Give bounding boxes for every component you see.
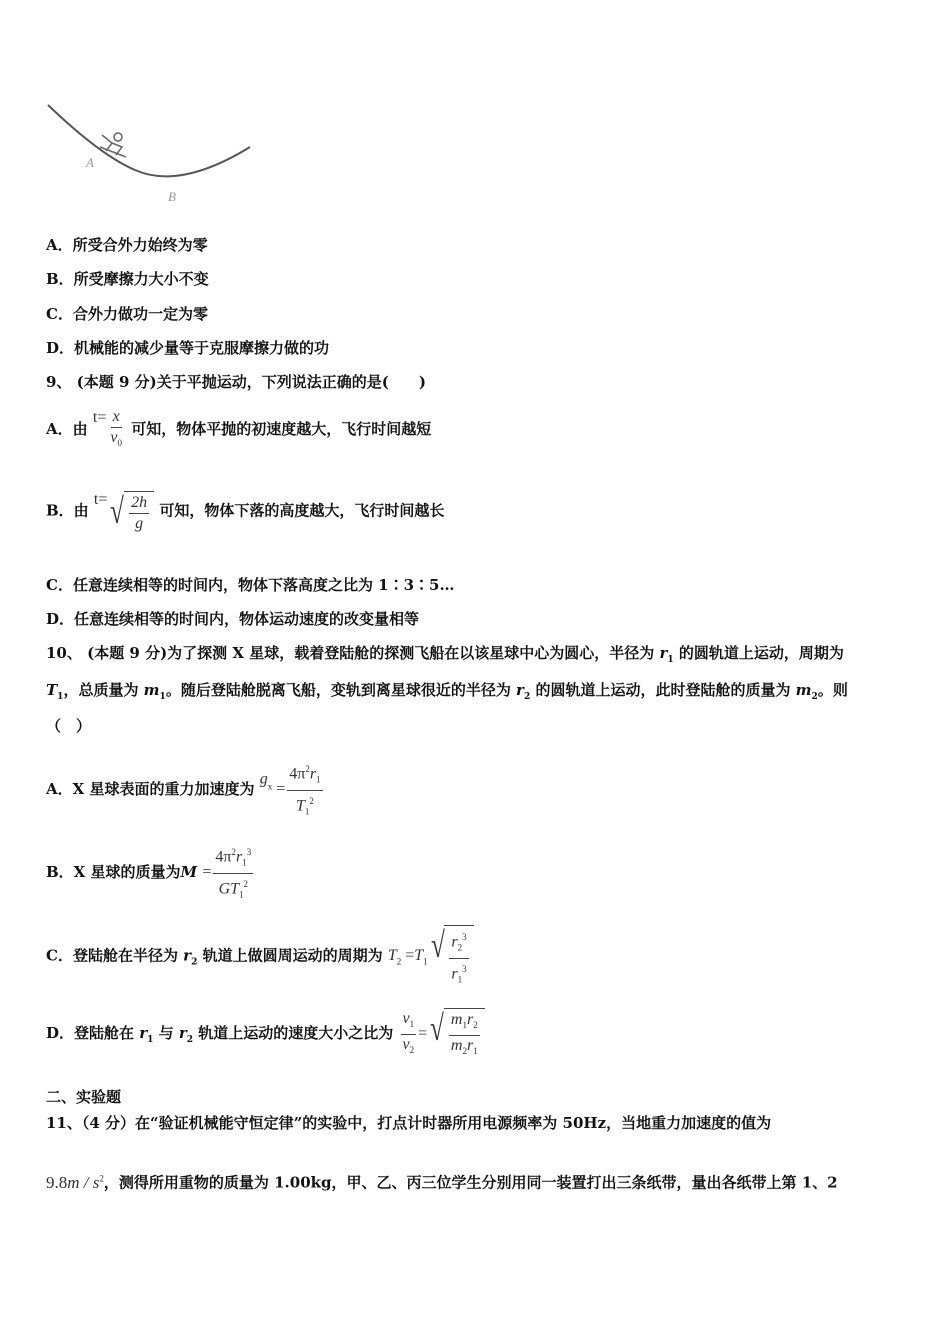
q10-option-a: A．X 星球表面的重力加速度为 $g_x$ = $\frac{4\pi^2r_1}{T_1^2}$ — [46, 760, 325, 820]
q10-stem-line2: $T_1$，总质量为 $m_1$。随后登陆舱脱离飞船，变轨到离星球很近的半径为 $r_2$ 的圆轨道上运动，此时登陆舱的质量为 $m_2$。则 — [46, 681, 848, 702]
q8-option-b: B．所受摩擦力大小不变 — [46, 270, 209, 288]
q9-option-a — [46, 408, 431, 452]
q10-option-c: C．登陆舱在半径为 $r_2$ 轨道上做圆周运动的周期为 $T_2 =T_1$ √ $\frac{r_2^3}{r_1^3}$ — [46, 925, 474, 988]
track-figure — [40, 95, 260, 210]
q9-b-prefix: B．由 — [46, 501, 89, 520]
q9-a-prefix: A．由 — [46, 420, 88, 439]
gravity-value: $9.8m / s^2$ — [46, 1172, 104, 1192]
q9-b-formula: t= √ $\frac{2h}{g}$ — [94, 490, 154, 533]
q10-stem-line1: 10、 (本题 9 分)为了探测 X 星球，载着登陆舱的探测飞船在以该星球中心为圆心，半径为 $r_1$ 的圆轨道上运动，周期为 — [46, 644, 844, 665]
q9-a-formula: t= $\frac{x}{v_0}$ — [92, 408, 122, 449]
q9-stem: 9、 (本题 9 分)关于平抛运动，下列说法正确的是( ) — [46, 373, 426, 391]
q10-a-formula: $g_x$ = $\frac{4\pi^2r_1}{T_1^2}$ — [260, 760, 325, 820]
q9-b-suffix: 可知，物体下落的高度越大，飞行时间越长 — [159, 501, 445, 520]
skier-icon — [100, 133, 126, 157]
q10-d-formula: $\frac{v_1}{v_2}$ = √ $\frac{m_1r_2}{m_2r_1}$ — [399, 1008, 485, 1060]
q10-option-b: B．X 星球的质量为M = $\frac{4\pi^2r_1^3}{GT_1^2}$ — [46, 843, 255, 903]
q9-a-suffix: 可知，物体平抛的初速度越大，飞行时间越短 — [131, 420, 432, 439]
label-b: B — [168, 189, 176, 204]
q10-option-d: D．登陆舱在 $r_1$ 与 $r_2$ 轨道上运动的速度大小之比为 $\frac{v_1}{v_2}$ = √ $\frac{m_1r_2}{m_2r_1}$ — [46, 1008, 485, 1060]
q8-option-c: C．合外力做功一定为零 — [46, 305, 208, 323]
q10-stem-line3: （ ） — [46, 717, 92, 735]
q10-b-formula: = $\frac{4\pi^2r_1^3}{GT_1^2}$ — [202, 843, 255, 903]
q9-option-c: C．任意连续相等的时间内，物体下落高度之比为 1∶3∶5… — [46, 576, 455, 594]
q10-c-formula: $T_2 =T_1$ √ $\frac{r_2^3}{r_1^3}$ — [388, 925, 474, 988]
q11-line2: $9.8m / s^2$，测得所用重物的质量为 1.00kg，甲、乙、丙三位学生分别用同一装置打出三条纸带，量出各纸带上第 1、2 — [46, 1172, 838, 1192]
q9-option-d: D．任意连续相等的时间内，物体运动速度的改变量相等 — [46, 610, 420, 628]
label-a: A — [86, 155, 94, 170]
q11-line1: 11、（4 分）在“验证机械能守恒定律”的实验中，打点计时器所用电源频率为 50Hz，当地重力加速度的值为 — [46, 1114, 772, 1132]
q8-option-d: D．机械能的减少量等于克服摩擦力做的功 — [46, 339, 330, 357]
q9-option-b — [46, 490, 444, 533]
curved-track — [48, 105, 250, 176]
q8-option-a: A．所受合外力始终为零 — [46, 236, 208, 254]
section-title: 二、实验题 — [46, 1088, 122, 1106]
